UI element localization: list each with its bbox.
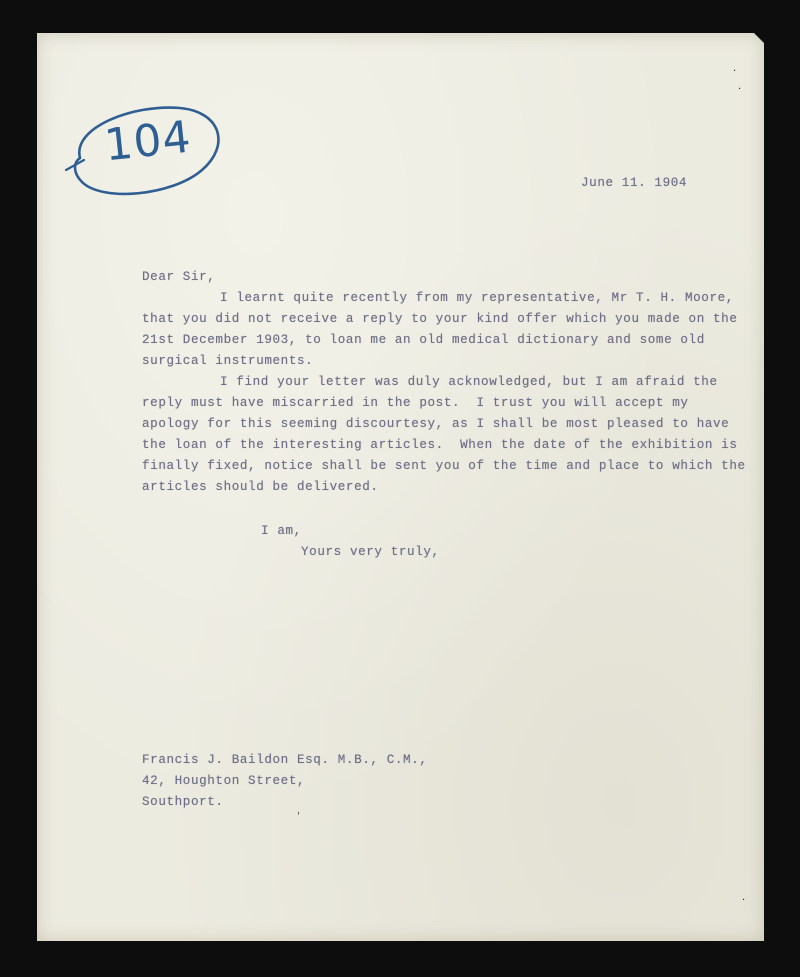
salutation: Dear Sir, — [142, 270, 216, 284]
recipient-street: 42, Houghton Street, — [142, 774, 306, 788]
pencil-dot: · — [738, 84, 742, 95]
body-line: 21st December 1903, to loan me an old medical dictionary and some old — [142, 333, 705, 347]
torn-corner — [754, 33, 764, 43]
recipient-name: Francis J. Baildon Esq. M.B., C.M., — [142, 753, 428, 767]
pencil-dot: · — [742, 895, 746, 906]
letter-date: June 11. 1904 — [581, 176, 688, 190]
reference-number: 104 — [102, 111, 194, 172]
body-line: reply must have miscarried in the post. I trust you will accept my — [142, 396, 689, 410]
reference-number-annotation — [62, 98, 226, 206]
body-line: articles should be delivered. — [142, 480, 379, 494]
body-line: that you did not receive a reply to your kind offer which you made on the — [142, 312, 738, 326]
body-line: I learnt quite recently from my representative, Mr T. H. Moore, — [220, 291, 734, 305]
body-line: finally fixed, notice shall be sent you of the time and place to which the — [142, 459, 746, 473]
pencil-tick: ˌ — [297, 805, 300, 816]
closing-signoff: Yours very truly, — [301, 545, 440, 559]
recipient-town: Southport. — [142, 795, 224, 809]
pencil-dot: · — [733, 66, 737, 77]
body-line: the loan of the interesting articles. When the date of the exhibition is — [142, 438, 738, 452]
closing-line: I am, — [261, 524, 302, 538]
body-line: surgical instruments. — [142, 354, 314, 368]
body-line: apology for this seeming discourtesy, as I shall be most pleased to have — [142, 417, 730, 431]
body-line: I find your letter was duly acknowledged, but I am afraid the — [220, 375, 718, 389]
